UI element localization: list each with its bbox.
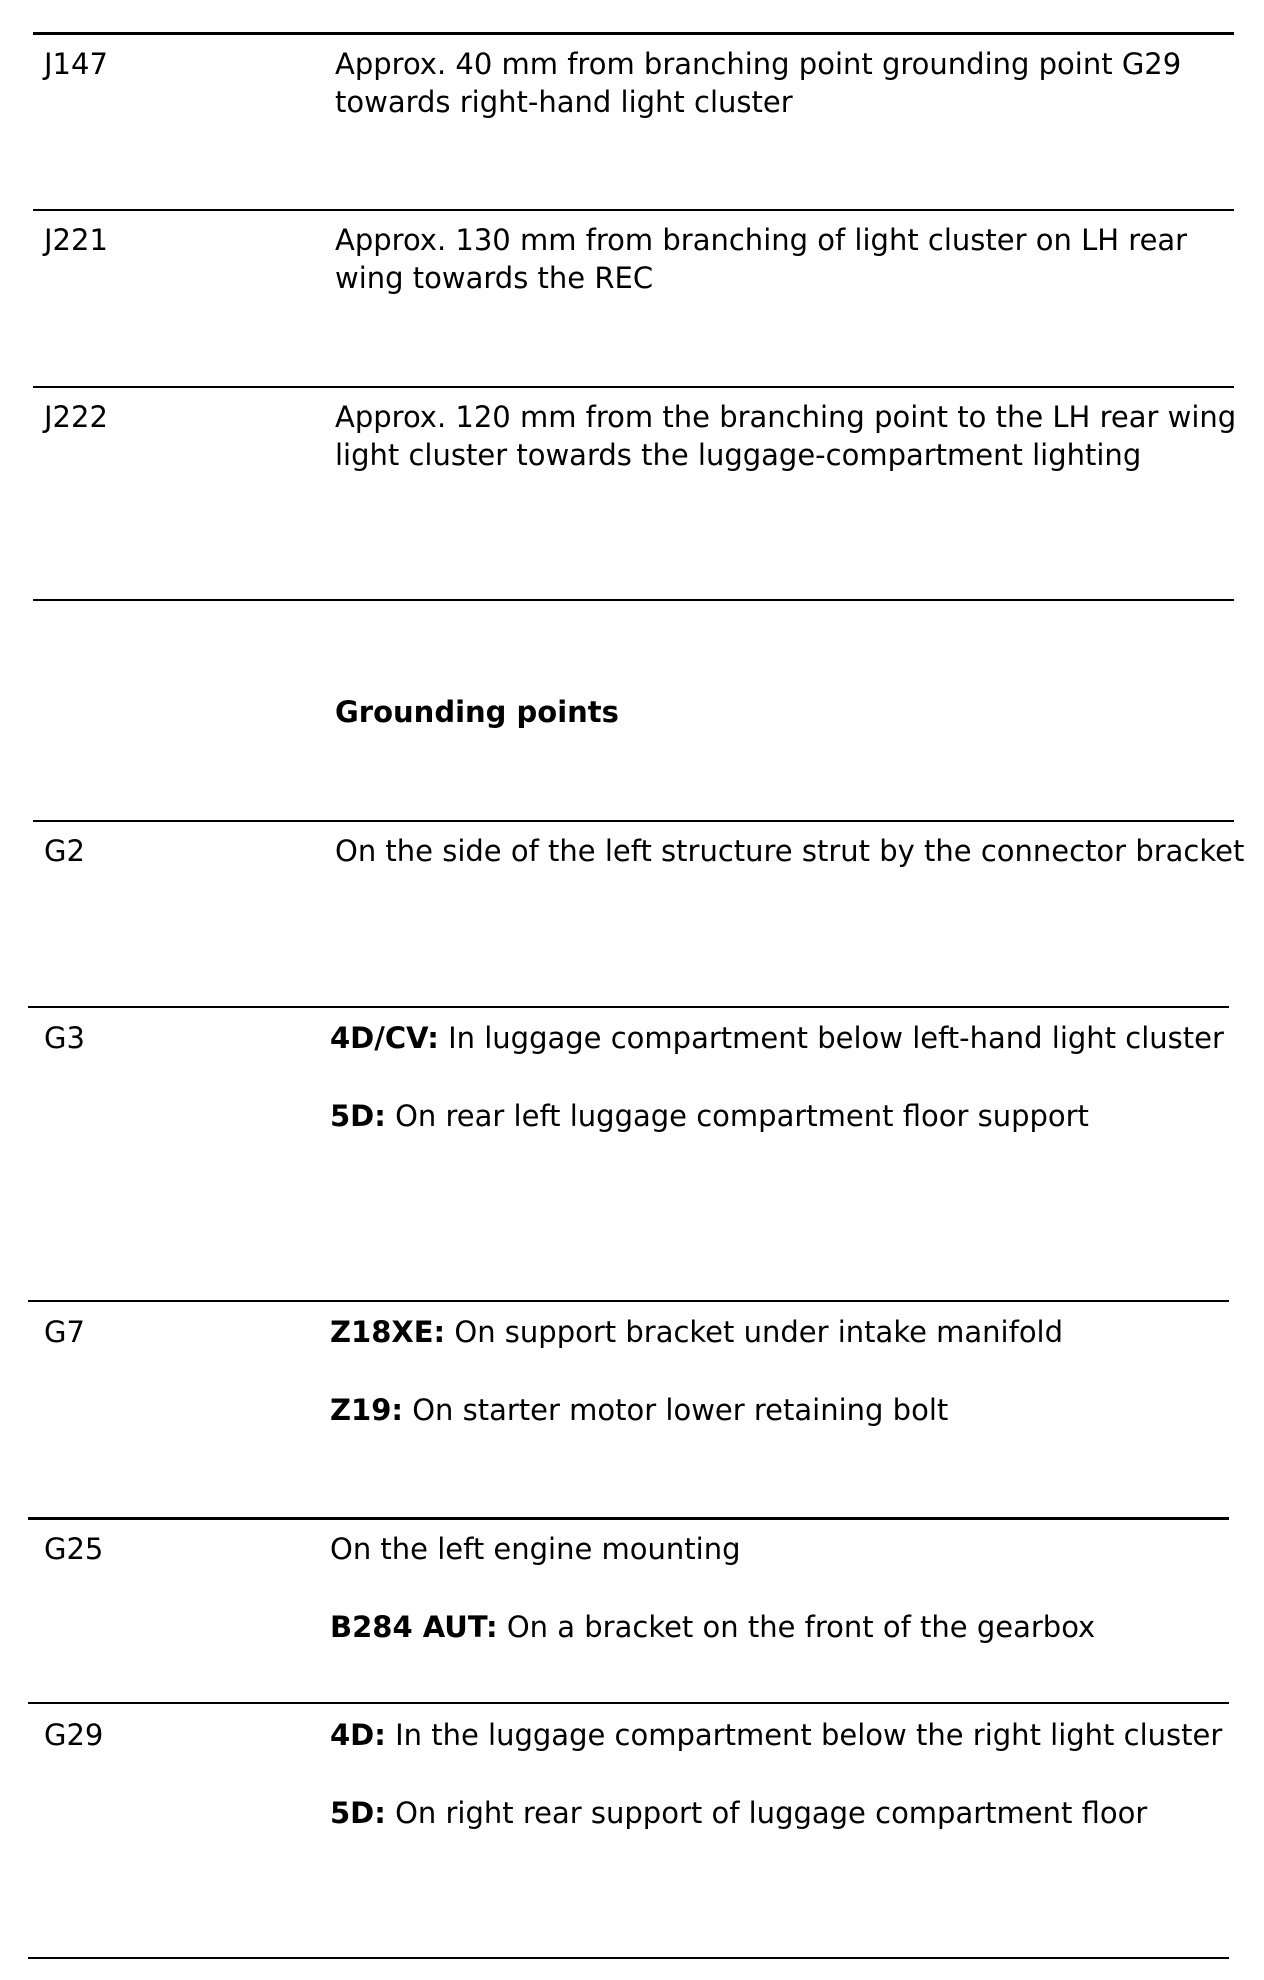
row-entry-label: Z18XE: bbox=[330, 1315, 446, 1349]
row-code: G29 bbox=[44, 1718, 104, 1752]
divider bbox=[33, 32, 1234, 35]
row-entry-text: On a bracket on the front of the gearbox bbox=[497, 1610, 1096, 1644]
section-heading: Grounding points bbox=[335, 695, 619, 729]
row-entry-text: On right rear support of luggage compartment floor bbox=[385, 1796, 1148, 1830]
divider bbox=[33, 209, 1234, 211]
row-description bbox=[330, 1019, 1250, 1135]
divider bbox=[28, 1957, 1229, 1959]
row-entry-text: On rear left luggage compartment floor support bbox=[385, 1099, 1089, 1133]
row-entry-label: B284 AUT: bbox=[330, 1610, 498, 1644]
divider bbox=[28, 1517, 1229, 1520]
row-description bbox=[330, 1313, 1250, 1429]
row-description-text: Approx. 40 mm from branching point grounding point G29 towards right-hand light cluster bbox=[335, 47, 1182, 119]
row-description bbox=[330, 1716, 1250, 1832]
row-description bbox=[335, 221, 1255, 297]
divider bbox=[33, 386, 1234, 388]
row-entry-text: On starter motor lower retaining bolt bbox=[402, 1393, 949, 1427]
divider bbox=[28, 1702, 1229, 1704]
row-description-text bbox=[330, 1097, 1250, 1135]
row-description-text bbox=[330, 1608, 1250, 1646]
divider bbox=[33, 599, 1234, 601]
row-description-text bbox=[330, 1716, 1250, 1754]
divider bbox=[33, 820, 1234, 822]
row-description-text bbox=[330, 1313, 1250, 1351]
row-description-text bbox=[330, 1391, 1250, 1429]
row-description-text bbox=[335, 832, 1255, 870]
row-entry-label: 4D: bbox=[330, 1718, 386, 1752]
row-description bbox=[335, 398, 1255, 474]
row-entry-label: 5D: bbox=[330, 1796, 386, 1830]
divider bbox=[28, 1006, 1229, 1008]
row-code: J221 bbox=[44, 223, 108, 257]
row-code: J222 bbox=[44, 400, 108, 434]
row-entry-text: On support bracket under intake manifold bbox=[445, 1315, 1064, 1349]
row-code: G2 bbox=[44, 834, 85, 868]
row-code: G3 bbox=[44, 1021, 85, 1055]
row-entry-text: On the side of the left structure strut by the connector bracket bbox=[335, 834, 1245, 868]
row-description bbox=[335, 45, 1255, 121]
row-description bbox=[330, 1530, 1250, 1646]
row-entry-label: Z19: bbox=[330, 1393, 403, 1427]
row-code: J147 bbox=[44, 47, 108, 81]
row-description-text: Approx. 120 mm from the branching point to the LH rear wing light cluster towards the luggage-compartment lighting bbox=[335, 400, 1237, 472]
row-entry-text: In the luggage compartment below the right light cluster bbox=[385, 1718, 1223, 1752]
row-description-text bbox=[330, 1019, 1250, 1057]
row-description-text: Approx. 130 mm from branching of light cluster on LH rear wing towards the REC bbox=[335, 223, 1188, 295]
divider bbox=[28, 1300, 1229, 1302]
row-description bbox=[335, 832, 1255, 870]
row-description-text bbox=[330, 1794, 1250, 1832]
row-description-text bbox=[330, 1530, 1250, 1568]
row-code: G25 bbox=[44, 1532, 104, 1566]
row-entry-text: In luggage compartment below left-hand light cluster bbox=[438, 1021, 1224, 1055]
row-entry-text: On the left engine mounting bbox=[330, 1532, 741, 1566]
row-entry-label: 4D/CV: bbox=[330, 1021, 439, 1055]
row-entry-label: 5D: bbox=[330, 1099, 386, 1133]
row-code: G7 bbox=[44, 1315, 85, 1349]
